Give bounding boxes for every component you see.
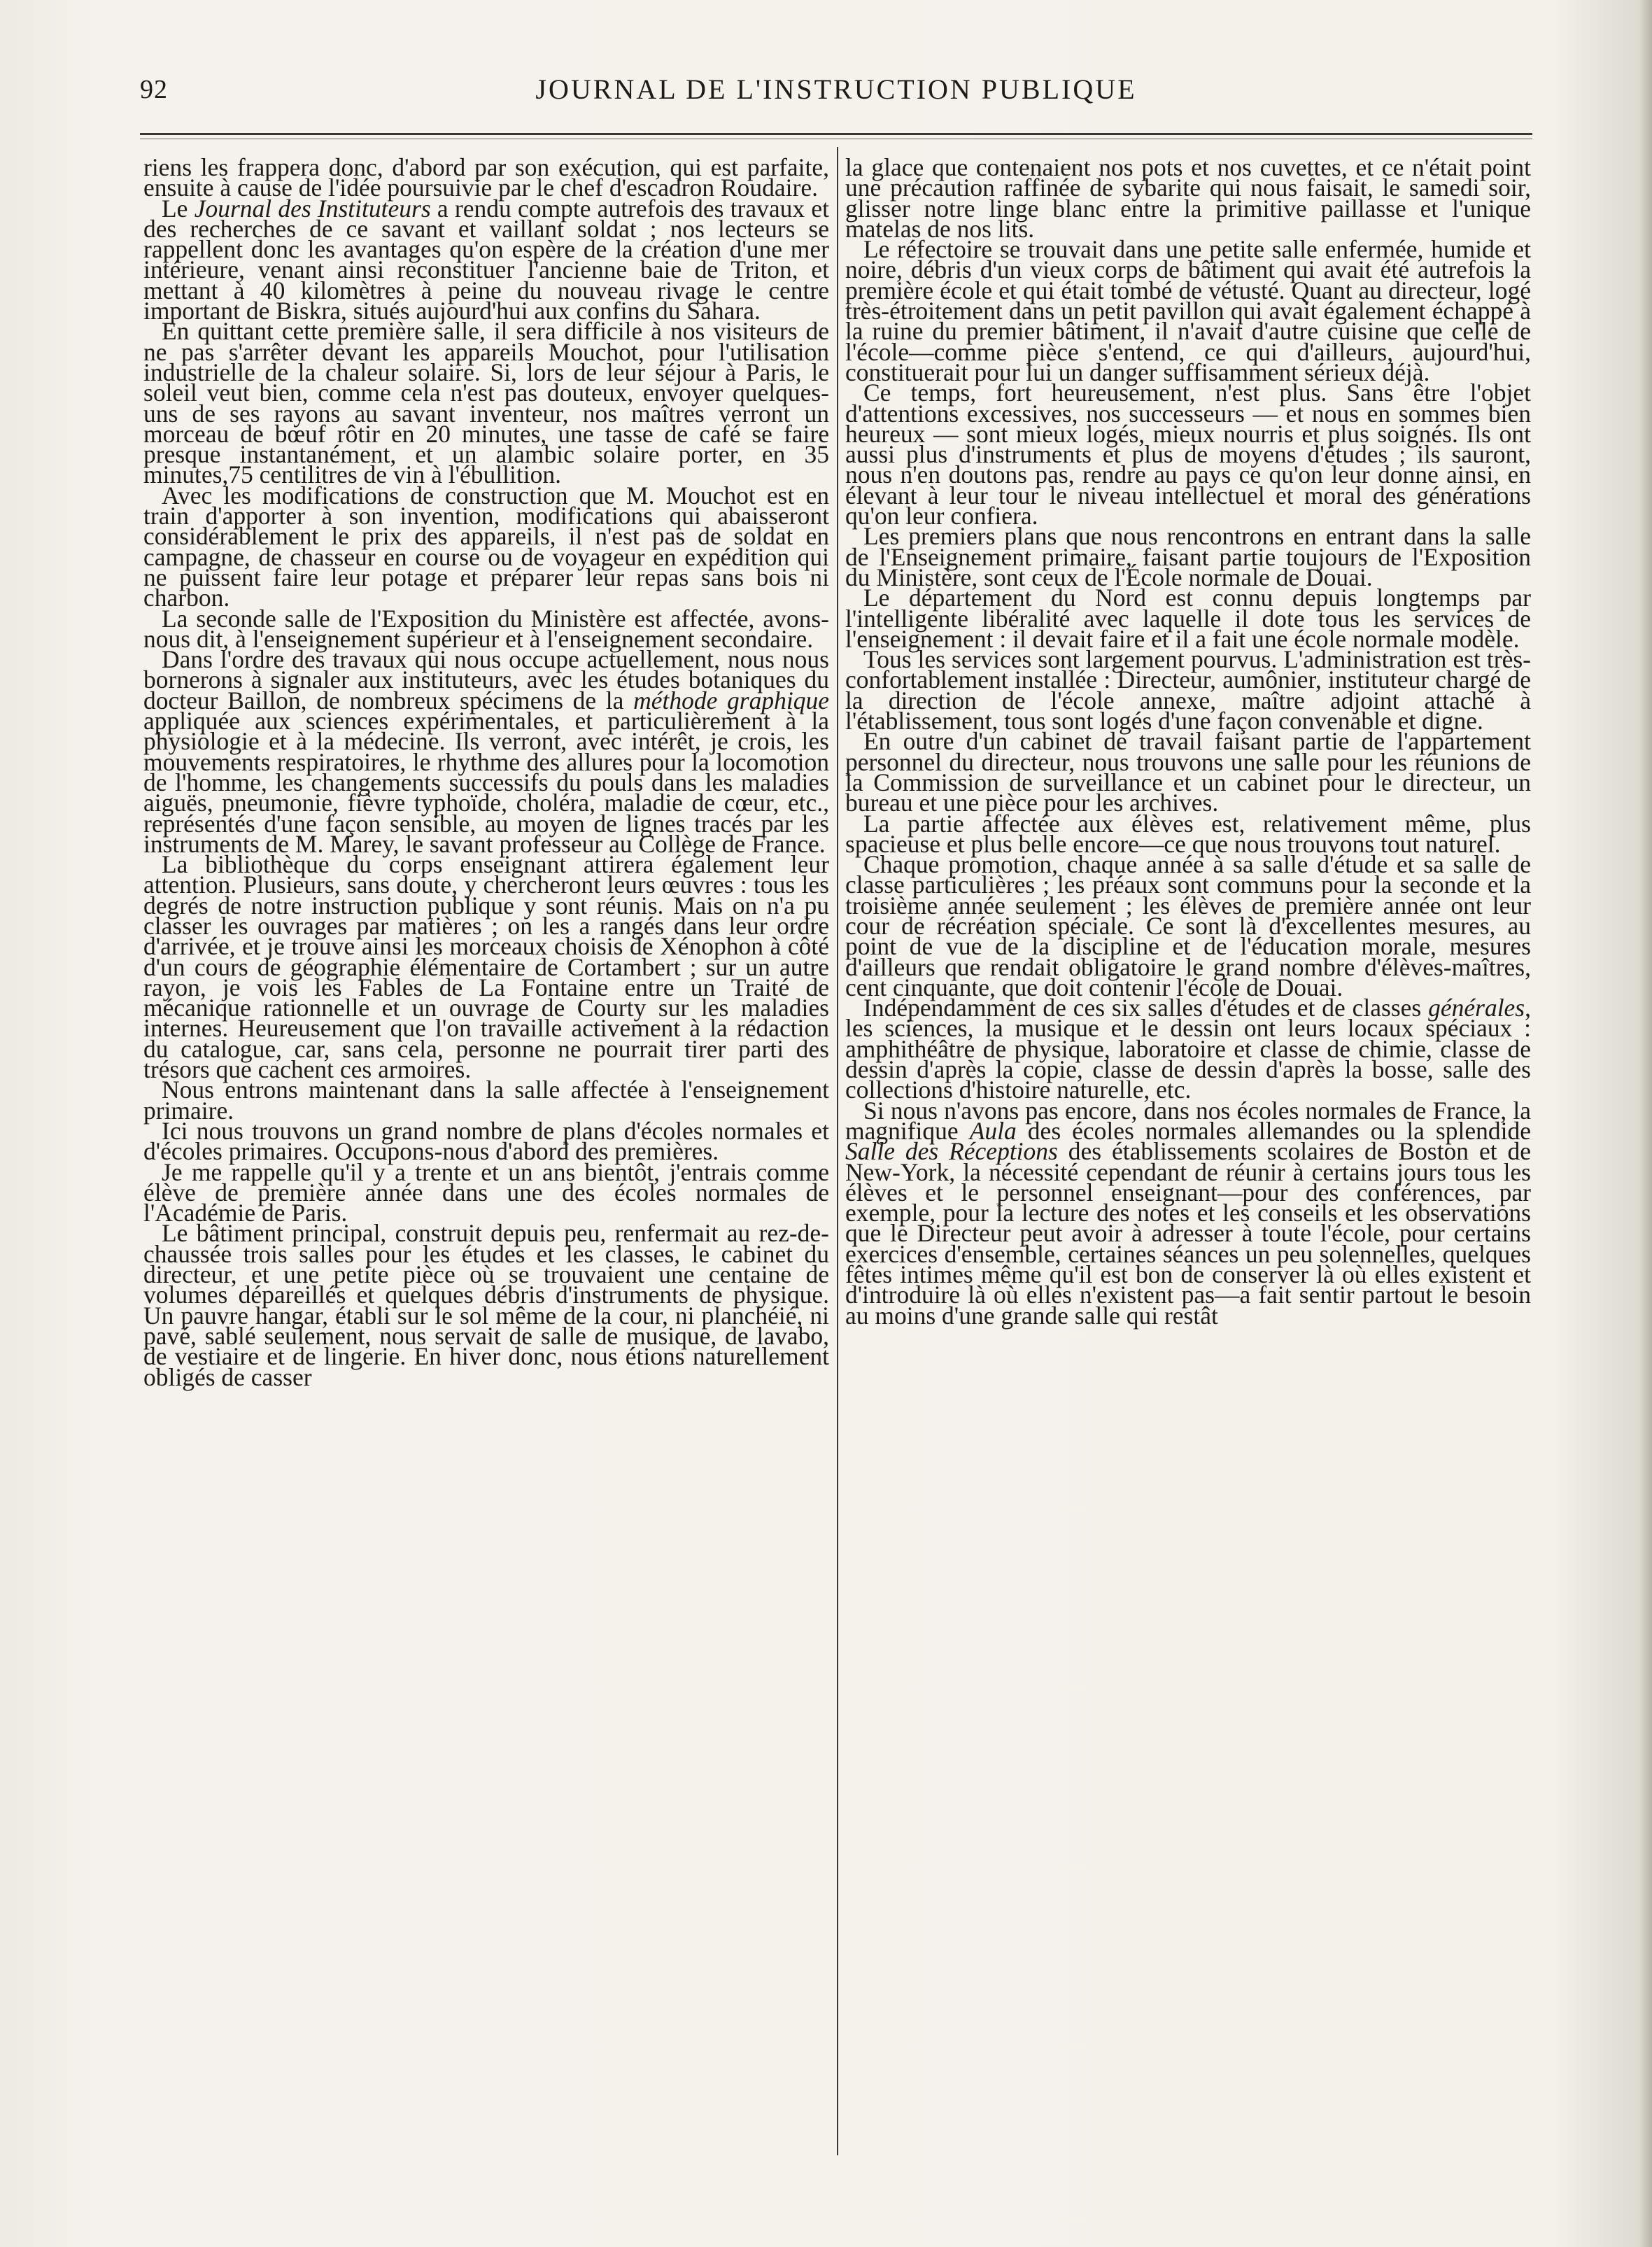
page-header [140, 69, 1532, 111]
paragraph: Nous entrons maintenant dans la salle affectée à l'enseignement primaire. [143, 1076, 829, 1125]
paragraph: En quittant cette première salle, il sera difficile à nos visiteurs de ne pas s'arrêter devant les appareils Mouchot, pour l'utilisation industrielle de la chaleur solaire. Si, lors de leur séjour à Paris, le soleil veut bien, comme cela n'est pas douteux, envoyer quelques-uns de ses rayons au savant inventeur, nos maîtres verront un morceau de bœuf rôtir en 20 minutes, une tasse de café se faire presque instantanément, et un alambic solaire porter, en 35 minutes,75 centilitres de vin à l'ébullition. [143, 317, 829, 489]
paragraph: Ce temps, fort heureusement, n'est plus. Sans être l'objet d'attentions excessives, nos successeurs — et nous en sommes bien heureux — sont mieux logés, mieux nourris et plus soignés. Ils ont aussi plus d'instruments et plus de moyens d'études ; ils sauront, nous n'en doutons pas, rendre au pays ce qu'on leur donne ainsi, en élevant à leur tour le niveau intellectuel et moral des générations qu'on leur confiera. [845, 379, 1531, 530]
italic-phrase: générales [1428, 994, 1525, 1022]
paragraph: Ici nous trouvons un grand nombre de plans d'écoles normales et d'écoles primaires. Occupons-nous d'abord des premières. [143, 1116, 829, 1166]
paragraph: Dans l'ordre des travaux qui nous occupe actuellement, nous nous bornerons à signaler aux instituteurs, avec les études botaniques du docteur Baillon, de nombreux spécimens de la méthode graphique appliquée aux sciences expérimentales, et particulièrement à la physiologie et à la médecine. Ils verront, avec intérêt, je crois, les mouvements respiratoires, le rhythme des allures pour la locomotion de l'homme, les changements successifs du pouls dans les maladies aiguës, pneumonie, fièvre typhoïde, choléra, maladie de cœur, etc., représentés d'une façon sensible, au moyen de lignes tracés par les instruments de M. Marey, le savant professeur au Collège de France. [143, 645, 829, 858]
page-number: 92 [140, 75, 168, 104]
paragraph: Avec les modifications de construction que M. Mouchot est en train d'apporter à son invention, modifications qui abaisseront considérablement le prix des appareils, il n'est pas de soldat en campagne, de chasseur en course ou de voyageur en expédition qui ne puissent faire leur potage et préparer leur repas sans bois ni charbon. [143, 481, 829, 612]
italic-phrase: Salle des Réceptions [845, 1137, 1058, 1166]
paragraph: Le département du Nord est connu depuis longtemps par l'intelligente libéralité avec laquelle il dote tous les services de l'enseignement : il devait faire et il a fait une école normale modèle. [845, 584, 1531, 653]
paragraph: La seconde salle de l'Exposition du Ministère est affectée, avons-nous dit, à l'enseignement supérieur et à l'enseignement secondaire. [143, 604, 829, 653]
paragraph: riens les frappera donc, d'abord par son exécution, qui est parfaite, ensuite à cause de l'idée poursuivie par le chef d'escadron Roudaire. [143, 157, 829, 202]
paragraph: Je me rappelle qu'il y a trente et un ans bientôt, j'entrais comme élève de première année dans une des écoles normales de l'Académie de Paris. [143, 1157, 829, 1227]
italic-phrase: méthode graphique [633, 686, 829, 714]
paragraph: La partie affectée aux élèves est, relativement même, plus spacieuse et plus belle encore—ce que nous trouvons tout naturel. [845, 809, 1531, 858]
paragraph: Indépendamment de ces six salles d'études et de classes générales, les sciences, la musique et le dessin ont leurs locaux spéciaux : amphithéâtre de physique, laboratoire et classe de chimie, classe de dessin d'après la copie, classe de dessin d'après la bosse, salle des collections d'histoire naturelle, etc. [845, 994, 1531, 1104]
column-rule [837, 147, 838, 2155]
paragraph: Les premiers plans que nous rencontrons en entrant dans la salle de l'Enseignement primaire, faisant partie toujours de l'Exposition du Ministère, sont ceux de l'École normale de Douai. [845, 522, 1531, 591]
running-title: JOURNAL DE L'INSTRUCTION PUBLIQUE [535, 73, 1137, 105]
paragraph: La bibliothèque du corps enseignant attirera également leur attention. Plusieurs, sans doute, y chercheront leurs œuvres : tous les degrés de notre instruction publique y sont réunis. Mais on n'a pu classer les ouvrages par matières ; on les a rangés dans leur ordre d'arrivée, et je trouve ainsi les morceaux choisis de Xénophon à côté d'un cours de géographie élémentaire de Cortambert ; sur un autre rayon, je vois les Fables de La Fontaine entre un Traité de mécanique rationnelle et un ouvrage de Courty sur les maladies internes. Heureusement que l'on travaille activement à la rédaction du catalogue, car, sans cela, personne ne pourrait tirer parti des trésors que cachent ces armoires. [143, 850, 829, 1084]
paragraph: Le réfectoire se trouvait dans une petite salle enfermée, humide et noire, débris d'un vieux corps de bâtiment qui avait été autrefois la première école et qui était tombé de vétusté. Quant au directeur, logé très-étroitement dans un petit pavillon qui avait également échappé à la ruine du premier bâtiment, il n'avait d'autre cuisine que celle de l'école—comme pièce s'entend, ce qui d'ailleurs, aujourd'hui, constituerait pour lui un danger suffisamment sérieux déjà. [845, 235, 1531, 386]
paragraph: Tous les services sont largement pourvus. L'administration est très-confortablement installée : Directeur, aumônier, instituteur chargé de la direction de l'école annexe, maître adjoint attaché à l'établissement, tous sont logés d'une façon convenable et digne. [845, 645, 1531, 735]
paragraph: En outre d'un cabinet de travail faisant partie de l'appartement personnel du directeur, nous trouvons une salle pour les réunions de la Commission de surveillance et un cabinet pour le directeur, un bureau et une pièce pour les archives. [845, 727, 1531, 817]
right-column [845, 157, 1531, 2159]
header-rule [140, 133, 1532, 135]
paragraph: Chaque promotion, chaque année à sa salle d'étude et sa salle de classe particulières ; les préaux sont communs pour la seconde et la troisième année seulement ; les élèves de première année ont leur cour de récréation spéciale. Ce sont là d'excellentes mesures, au point de vue de la discipline et de l'éducation morale, mesures d'ailleurs que rendait obligatoire le grand nombre d'élèves-maîtres, cent cinquante, que doit contenir l'école de Douai. [845, 850, 1531, 1001]
italic-phrase: Aula [969, 1116, 1017, 1145]
paragraph: Si nous n'avons pas encore, dans nos écoles normales de France, la magnifique Aula des écoles normales allemandes ou la splendide Salle des Réceptions des établissements scolaires de Boston et de New-York, la nécessité cependant de réunir à certains jours tous les élèves et le personnel enseignant—pour des conférences, par exemple, pour la lecture des notes et les conseils et les observations que le Directeur peut avoir à adresser à toute l'école, pour certains exercices d'ensemble, certaines séances un peu solennelles, quelques fêtes intimes même qu'il est bon de conserver là où elles existent et d'introduire là où elles n'existent pas—a fait sentir partout le besoin au moins d'une grande salle qui restât [845, 1096, 1531, 1330]
paragraph: la glace que contenaient nos pots et nos cuvettes, et ce n'était point une précaution raffinée de sybarite qui nous faisait, le samedi soir, glisser notre linge blanc entre la primitive paillasse et l'unique matelas de nos lits. [845, 157, 1531, 243]
italic-phrase: Journal des Instituteurs [194, 194, 431, 223]
paragraph: Le Journal des Instituteurs a rendu compte autrefois des travaux et des recherches de ce savant et vaillant soldat ; nos lecteurs se rappellent donc les avantages qu'on espère de la création d'une mer intérieure, venant ainsi reconstituer l'ancienne baie de Triton, et mettant à 40 kilomètres à peine du nouveau rivage le centre important de Biskra, situés aujourd'hui aux confins du Sahara. [143, 194, 829, 325]
left-column [143, 157, 829, 2159]
paragraph: Le bâtiment principal, construit depuis peu, renfermait au rez-de-chaussée trois salles pour les études et les classes, le cabinet du directeur, et une petite pièce où se trouvaient une centaine de volumes dépareillés et quelques débris d'instruments de physique. Un pauvre hangar, établi sur le sol même de la cour, ni planchéié, ni pavé, sablé seulement, nous servait de salle de musique, de lavabo, de vestiaire et de lingerie. En hiver donc, nous étions naturellement obligés de casser [143, 1219, 829, 1391]
page-edge-shadow [1639, 0, 1652, 2247]
